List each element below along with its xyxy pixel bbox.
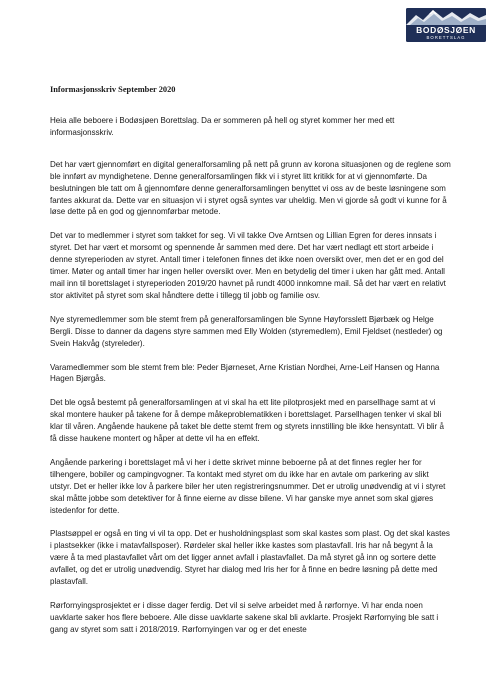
borettslag-logo [406, 8, 486, 42]
document-title: Informasjonsskriv September 2020 [50, 85, 176, 94]
paragraph-deputy-members: Varamedlemmer som ble stemt frem ble: Peder Bjørneset, Arne Kristian Nordhei, Arne-Leif Hansen og Hanna Hagen Bjørgås. [50, 362, 440, 384]
paragraph-plastic-waste: Plastsøppel er også en ting vi vil ta opp. Det er husholdningsplast som skal kastes som plast. Og det skal kastes i plastsekker (ikke i matavfallsposer). Rørdeler skal heller ikke kastes som plastavfall. Iris har nå begynt å la være å ta med plastavfallet vårt om det ligger annet avfall i plastavfallet. Da må styret gå inn og sortere dette avfallet, og det er utrolig unødvendig. Styret har dialog med Iris her for å finne en bedre løsning på dette med plastavfall. [50, 529, 450, 587]
paragraph-general-assembly: Det har vært gjennomført en digital generalforsamling på nett på grunn av korona situasjonen og de reglene som ble innført av myndighetene. Denne generalforsamlingen fikk vi i styret litt kritikk for at vi gjennomførte. Da beslutningen ble tatt om å gjennomføre denne generalforsamlingen benyttet vi oss av de beste løsningene som fantes akkurat da. Dette var en situasjon vi i styret også syntes var uheldig. Men vi gjorde så godt vi kunne for å løse dette på en god og gjennomførbar metode. [50, 159, 451, 217]
paragraph-pipe-renewal: Rørfornyingsprosjektet er i disse dager ferdig. Det vil si selve arbeidet med å rørfornye. Vi har enda noen uavklarte saker hos flere beboere. Alle disse uavklarte sakene skal bli avklarte. Prosjekt Rørfornying ble satt i gang av styret som satt i 2018/2019. Rørfornyingen var og er det eneste [50, 601, 439, 634]
paragraph-new-board-members: Nye styremedlemmer som ble stemt frem på generalforsamlingen ble Synne Høyforsslett Bjørbæk og Helge Bergli. Disse to danner da dagens styre sammen med Elly Wolden (styremedlem), Emil Fjeldset (nestleder) og Svein Hakvåg (styreleder). [50, 314, 443, 348]
paragraph-board-thanks: Det var to medlemmer i styret som takket for seg. Vi vil takke Ove Arntsen og Lillian Egren for deres innsats i styret. Det har vært et morsomt og spennende år sammen med dere. Det har vært nedlagt ett stort arbeide i denne styreperioden av styret. Antall timer i telefonen finnes det ikke noen oversikt over, men det er en god del timer. Møter og antall timer har ingen heller oversikt over. Men en betydelig del timer i uken har gått med. Antall mail inn til borettslaget i styreperioden 2019/20 havnet på rundt 4000 innkomne mail. Så det har vært en relativt stor aktivitet på styret som skal håndtere dette i tillegg til jobb og familie osv. [50, 231, 446, 300]
paragraph-greeting: Heia alle beboere i Bodøsjøen Borettslag. Da er sommeren på hell og styret kommer her med ett informasjonsskriv. [50, 116, 395, 137]
paragraph-garden-and-hawks: Det ble også bestemt på generalforsamlingen at vi skal ha ett lite pilotprosjekt med en parsellhage samt at vi skal montere hauker på takene for å dempe måkeproblematikken i borettslaget. Parsellhagen tenker vi skal bli klar til våren. Angående haukene på taket ble dette stemt frem og styrets innstilling ble ikke hensyntatt. Vi blir å få disse haukene montert og håper at dette vil ha en effekt. [50, 398, 444, 444]
logo-subtitle: BORETTSLAG [426, 35, 466, 40]
paragraph-parking: Angående parkering i borettslaget må vi her i dette skrivet minne beboerne på at det finnes regler her for tilhengere, bobiler og campingvogner. Ta kontakt med styret om du ikke har en avtale om parkering av slikt utstyr. Det er heller ikke lov å parkere biler her uten registreringsnummer. Det er utrolig unødvendig at vi i styret skal måtte jobbe som detektiver for å finne eierne av disse bilene. Vi har ganske mye annet som skal gjøres istedenfor for dette. [50, 457, 446, 515]
logo-name: BODØSJØEN [416, 25, 476, 35]
letter-body [50, 84, 452, 648]
